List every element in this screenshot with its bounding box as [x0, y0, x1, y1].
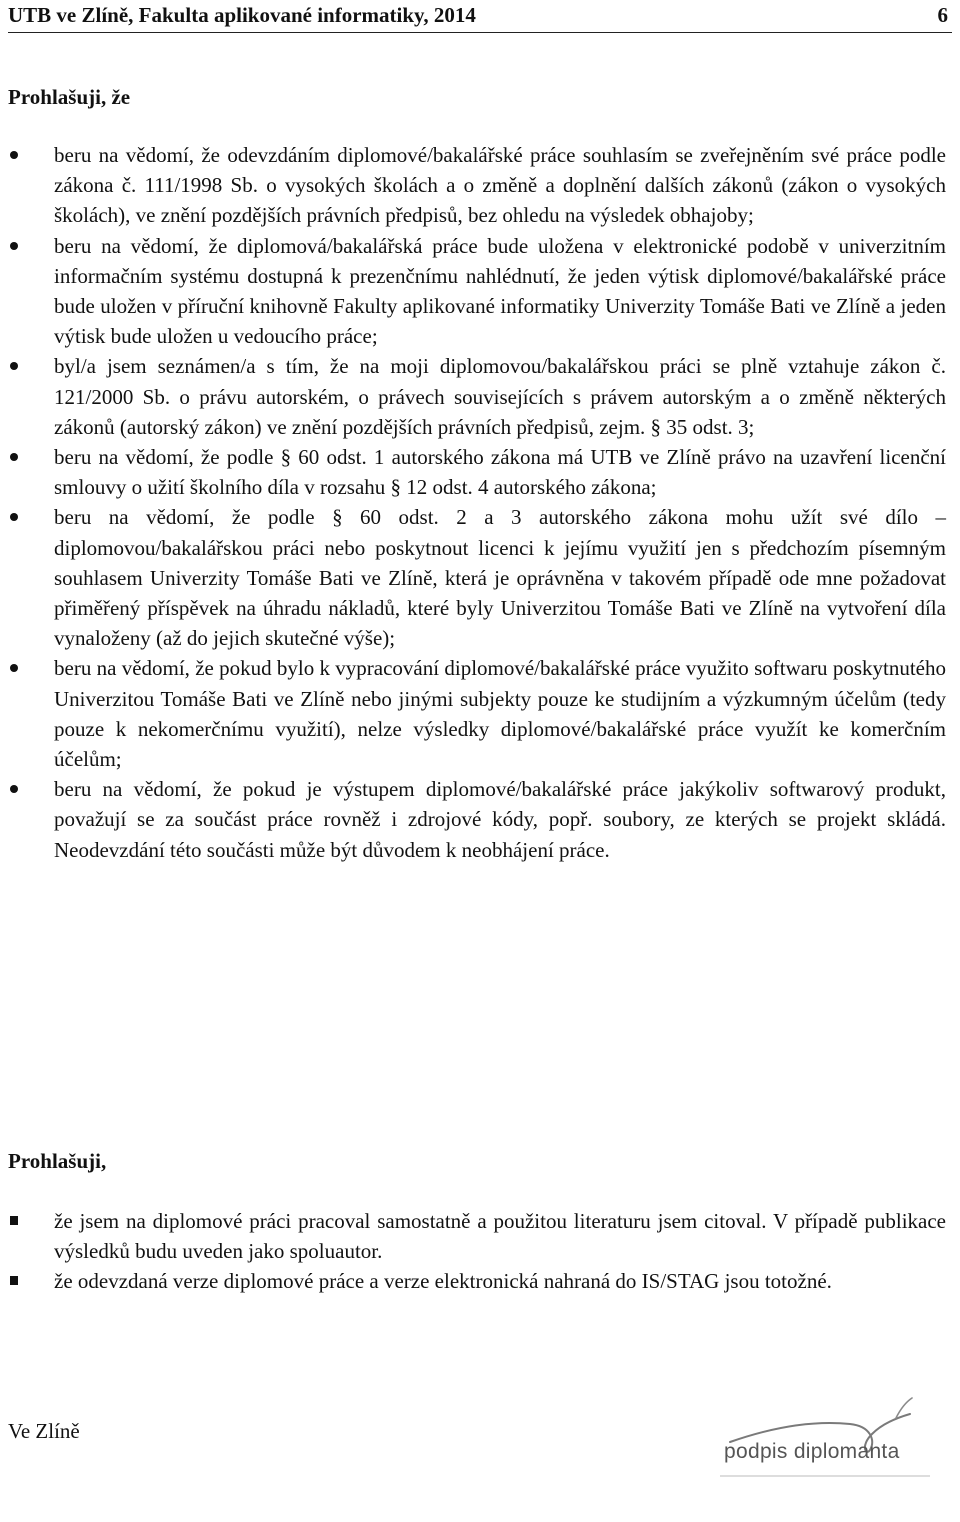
bullet-icon	[10, 513, 18, 521]
section1-heading: Prohlašuji, že	[8, 85, 131, 109]
list-item	[0, 231, 960, 352]
declaration-text: beru na vědomí, že odevzdáním diplomové/bakalářské práce souhlasím se zveřejněním své práce podle zákona č. 111/1998 Sb. o vysokých školách a o změně a doplnění dalších zákonů (zákon o vysokých školách), ve znění pozdějších právních předpisů, bez ohledu na výsledek obhajoby;	[54, 143, 946, 228]
page-number: 6	[937, 3, 948, 27]
bullet-icon	[10, 362, 18, 370]
list-item	[0, 653, 960, 774]
list-item	[0, 1206, 960, 1266]
bullet-icon	[10, 453, 18, 461]
statement-text: že jsem na diplomové práci pracoval samostatně a použitou literaturu jsem citoval. V případě publikace výsledků budu uveden jako spoluautor.	[54, 1209, 946, 1264]
square-bullet-icon	[10, 1216, 18, 1225]
list-item	[0, 140, 960, 231]
declaration-text: byl/a jsem seznámen/a s tím, že na moji diplomovou/bakalářskou práci se plně vztahuje zákon č. 121/2000 Sb. o právu autorském, o právech souvisejících s právem autorským a o změně některých zákonů (autorský zákon) ve znění pozdějších právních předpisů, zejm. § 35 odst. 3;	[54, 354, 946, 439]
statement-list	[0, 1206, 960, 1297]
list-item	[0, 502, 960, 653]
statement-text: že odevzdaná verze diplomové práce a verze elektronická nahraná do IS/STAG jsou totožné.	[54, 1269, 832, 1294]
list-item	[0, 442, 960, 502]
bullet-icon	[10, 242, 18, 250]
declaration-text: beru na vědomí, že pokud je výstupem diplomové/bakalářské práce jakýkoliv softwarový produkt, považují se za součást práce rovněž i zdrojové kódy, popř. soubory, ze kterých se projekt skládá. Neodevzdání této součásti může být důvodem k neobhájení práce.	[54, 777, 946, 862]
declaration-text: beru na vědomí, že podle § 60 odst. 1 autorského zákona má UTB ve Zlíně právo na uzavření licenční smlouvy o užití školního díla v rozsahu § 12 odst. 4 autorského zákona;	[54, 445, 946, 500]
declaration-list	[0, 140, 960, 865]
list-item	[0, 1266, 960, 1296]
list-item	[0, 774, 960, 865]
list-item	[0, 351, 960, 442]
declaration-text: beru na vědomí, že podle § 60 odst. 2 a 3 autorského zákona mohu užít své dílo – diplomovou/bakalářskou práci nebo poskytnout licenci k jejímu využití jen s předchozím písemným souhlasem Univerzity Tomáše Bati ve Zlíně, která je oprávněna v takovém případě ode mne požadovat přiměřený příspěvek na úhradu nákladů, které byly Univerzitou Tomáše Bati ve Zlíně na vytvoření díla vynaloženy (až do jejich skutečné výše);	[54, 505, 946, 651]
declaration-text: beru na vědomí, že pokud bylo k vypracování diplomové/bakalářské práce využito softwaru poskytnutého Univerzitou Tomáše Bati ve Zlíně nebo jinými subjekty pouze ke studijním a výzkumným účelům (tedy pouze k nekomerčnímu využití), nelze výsledky diplomové/bakalářské práce využít ke komerčním účelům;	[54, 656, 946, 772]
square-bullet-icon	[10, 1276, 18, 1285]
document-title: UTB ve Zlíně, Fakulta aplikované informatiky, 2014	[8, 3, 476, 27]
page-header	[8, 2, 952, 33]
bullet-icon	[10, 151, 18, 159]
signature-scribble	[700, 1380, 940, 1490]
section2-heading: Prohlašuji,	[8, 1149, 107, 1173]
place-label: Ve Zlíně	[8, 1419, 80, 1443]
bullet-icon	[10, 664, 18, 672]
declaration-text: beru na vědomí, že diplomová/bakalářská práce bude uložena v elektronické podobě v univerzitním informačním systému dostupná k prezenčnímu nahlédnutí, že jeden výtisk diplomové/bakalářské práce bude uložen v příruční knihovně Fakulty aplikované informatiky Univerzity Tomáše Bati ve Zlíně a jeden výtisk bude uložen u vedoucího práce;	[54, 233, 946, 349]
signature-label: podpis diplomanta	[724, 1440, 900, 1463]
bullet-icon	[10, 785, 18, 793]
